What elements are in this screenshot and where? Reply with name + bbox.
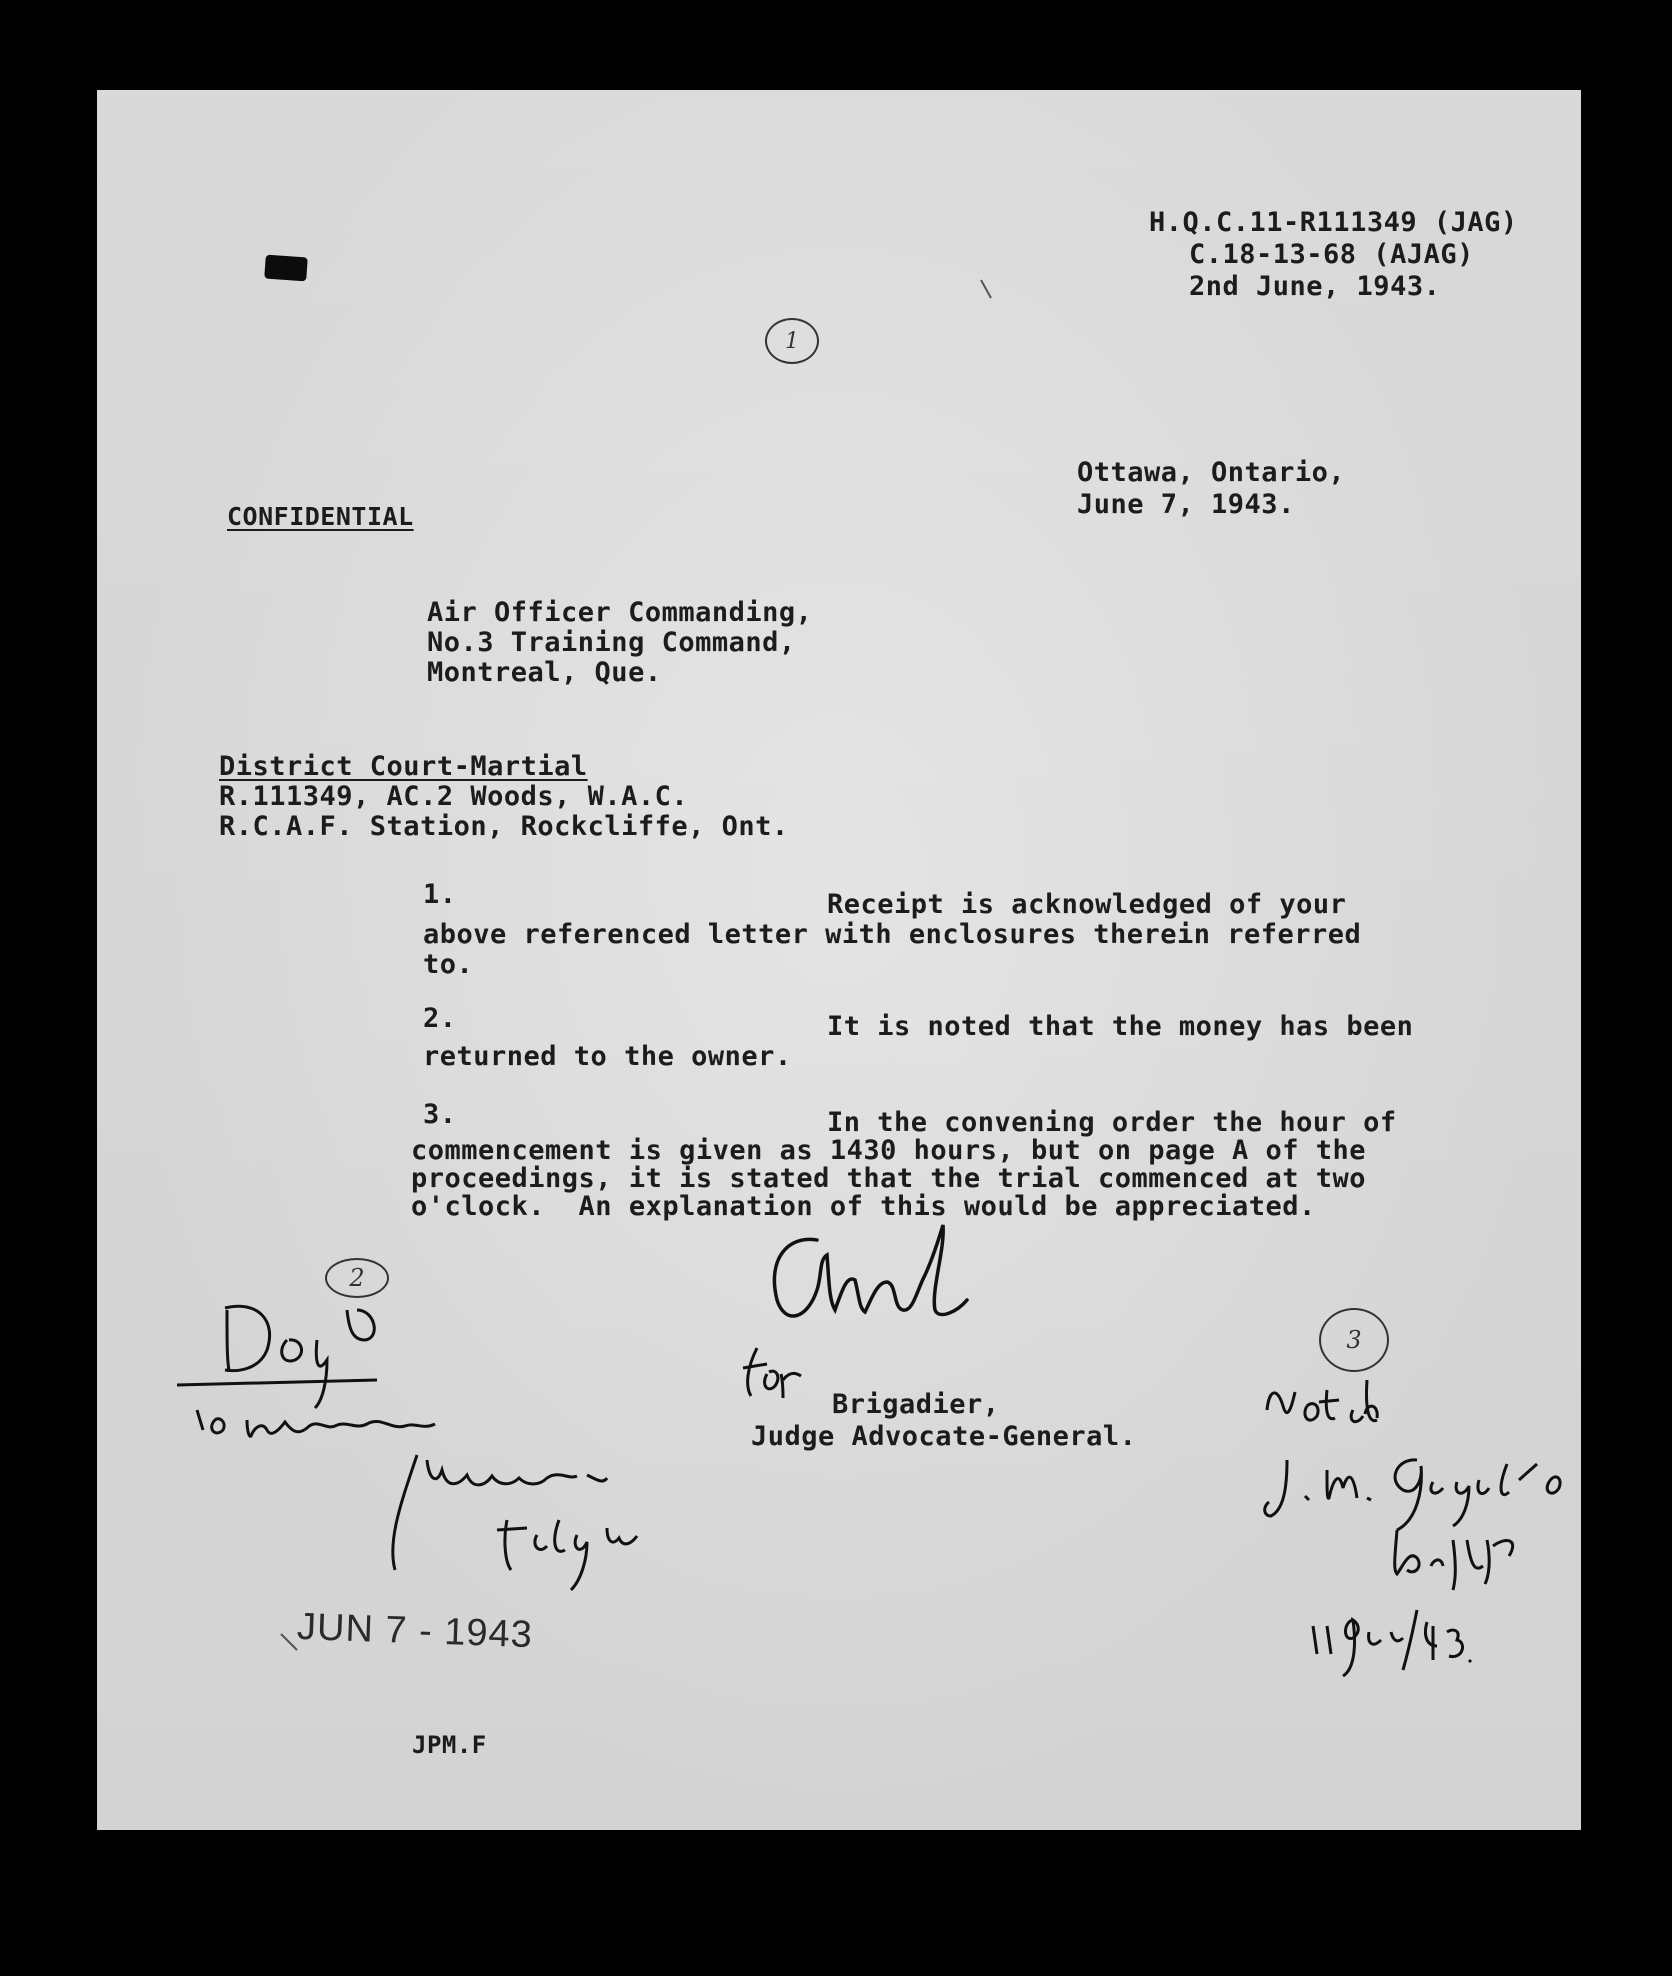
- recipient-line-3: Montreal, Que.: [427, 657, 662, 688]
- reference-number-ajag: C.18-13-68 (AJAG): [1189, 239, 1474, 270]
- date-received-stamp: JUN 7 - 1943: [296, 1605, 534, 1657]
- subject-line-3: R.C.A.F. Station, Rockcliffe, Ont.: [219, 811, 789, 842]
- reference-date: 2nd June, 1943.: [1189, 271, 1441, 302]
- paragraph-3-line-3: proceedings, it is stated that the trial commenced at two: [411, 1163, 1367, 1194]
- paragraph-1-number: 1.: [423, 879, 457, 910]
- letter-date: June 7, 1943.: [1077, 489, 1295, 520]
- handwritten-minute-right: [1257, 1370, 1581, 1690]
- subject-line-2: R.111349, AC.2 Woods, W.A.C.: [219, 781, 689, 812]
- ink-mark: [264, 255, 308, 282]
- margin-circle-2: 2: [325, 1258, 389, 1298]
- pencil-mark: [977, 278, 997, 302]
- paragraph-2-number: 2.: [423, 1003, 457, 1034]
- paragraph-2-line-2: returned to the owner.: [423, 1041, 792, 1072]
- subject-line-1: District Court-Martial: [219, 751, 588, 782]
- paragraph-1-line-2: above referenced letter with enclosures therein referred: [423, 919, 1362, 950]
- signatory-office: Judge Advocate-General.: [751, 1421, 1137, 1452]
- paragraph-3-line-4: o'clock. An explanation of this would be appreciated.: [411, 1191, 1316, 1222]
- margin-circle-1: 1: [765, 318, 819, 364]
- classification-heading: CONFIDENTIAL: [227, 502, 414, 531]
- place-line: Ottawa, Ontario,: [1077, 457, 1346, 488]
- paragraph-1-lead: Receipt is acknowledged of your: [827, 889, 1347, 920]
- margin-circle-3: 3: [1319, 1308, 1389, 1372]
- for-annotation: [737, 1338, 807, 1408]
- paragraph-1-line-3: to.: [423, 949, 474, 980]
- typist-initials: JPM.F: [412, 1731, 487, 1759]
- paragraph-3-line-2: commencement is given as 1430 hours, but on page A of the: [411, 1135, 1367, 1166]
- paragraph-3-number: 3.: [423, 1099, 457, 1130]
- pencil-mark-lower: [277, 1630, 307, 1660]
- paragraph-2-lead: It is noted that the money has been: [827, 1011, 1414, 1042]
- reference-number-jag: H.Q.C.11-R111349 (JAG): [1149, 207, 1518, 238]
- recipient-line-1: Air Officer Commanding,: [427, 597, 813, 628]
- signatory-title: Brigadier,: [832, 1389, 1000, 1420]
- recipient-line-2: No.3 Training Command,: [427, 627, 796, 658]
- paragraph-3-lead: In the convening order the hour of: [827, 1107, 1397, 1138]
- document-page: [97, 90, 1581, 1830]
- handwritten-minute-left: [167, 1280, 647, 1610]
